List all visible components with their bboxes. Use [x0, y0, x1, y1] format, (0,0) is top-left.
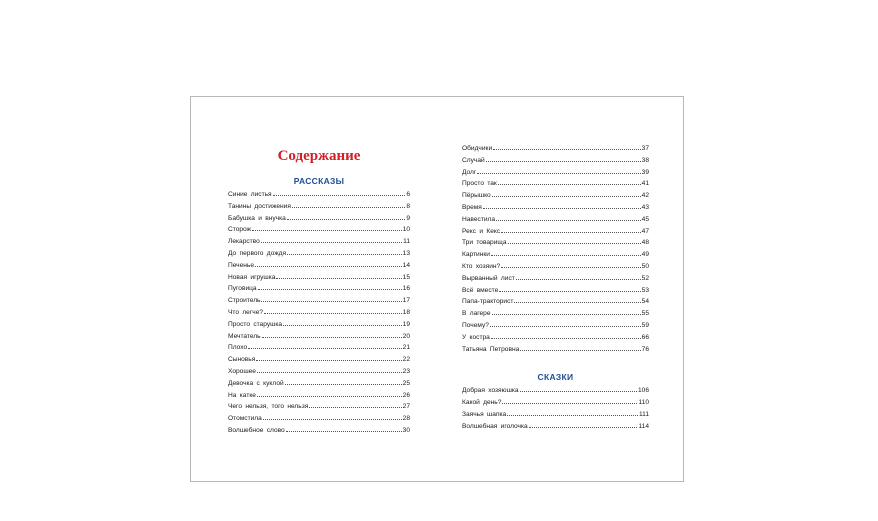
dot-leader: [257, 389, 402, 397]
dot-leader: [309, 400, 401, 408]
toc-entry-page-number: 26: [402, 391, 410, 399]
toc-entry-title: Танины достижения: [228, 202, 291, 210]
toc-entry-title: Волшебная иголочка: [462, 422, 528, 430]
toc-entry-title: Просто старушка: [228, 320, 283, 328]
toc-entry-title: Хорошее: [228, 367, 256, 375]
dot-leader: [507, 408, 638, 416]
toc-entry-title: Чего нельзя, того нельзя: [228, 403, 309, 411]
dot-leader: [496, 213, 641, 221]
dot-leader: [261, 235, 402, 243]
toc-entry: [462, 201, 649, 213]
toc-entry: [462, 396, 649, 408]
toc-entry-page-number: 28: [402, 415, 410, 423]
document-page: [190, 96, 684, 482]
toc-entry: [462, 248, 649, 260]
toc-entry-title: Случай: [462, 156, 485, 164]
toc-entry-title: Волшебное слово: [228, 426, 285, 434]
toc-entry-page-number: 47: [641, 227, 649, 235]
toc-entry-page-number: 16: [402, 285, 410, 293]
toc-entry-page-number: 76: [641, 345, 649, 353]
dot-leader: [499, 284, 640, 292]
toc-entry-title: Просто так: [462, 180, 497, 188]
toc-entry: [462, 408, 649, 420]
toc-entry-title: Синие листья: [228, 191, 272, 198]
toc-entry-page-number: 39: [641, 168, 649, 176]
toc-entry: [228, 223, 410, 235]
toc-entry: [228, 365, 410, 377]
dot-leader: [257, 365, 402, 373]
toc-entry-title: У костра: [462, 333, 490, 341]
toc-entry-page-number: 6: [406, 191, 410, 198]
dot-leader: [276, 271, 401, 279]
toc-entry-page-number: 114: [638, 422, 649, 430]
dot-leader: [520, 343, 640, 351]
toc-entry: [462, 154, 649, 166]
toc-entry-page-number: 48: [641, 239, 649, 247]
toc-entry-title: Навестила: [462, 215, 496, 223]
dot-leader: [493, 142, 641, 150]
dot-leader: [501, 260, 640, 268]
toc-entry-title: Мечтатель: [228, 332, 261, 340]
dot-leader: [498, 177, 641, 185]
toc-entry-title: Сторож: [228, 226, 252, 234]
toc-entry-page-number: 25: [402, 379, 410, 387]
toc-entry-page-number: 37: [641, 145, 649, 152]
toc-entry-page-number: 52: [641, 274, 649, 282]
dot-leader: [292, 200, 405, 208]
dot-leader: [258, 282, 402, 290]
toc-entry: [462, 343, 649, 355]
toc-entry: [228, 412, 410, 424]
toc-entry-title: Кто хозяин?: [462, 262, 501, 270]
toc-entry-page-number: 11: [403, 238, 410, 246]
toc-entry-title: Обидчики: [462, 145, 493, 152]
toc-entry-page-number: 59: [641, 321, 649, 329]
toc-entry: [228, 306, 410, 318]
toc-entry-page-number: 9: [406, 214, 410, 222]
dot-leader: [477, 166, 640, 174]
dot-leader: [262, 330, 402, 338]
toc-entry: [462, 284, 649, 296]
toc-entry-title: В лагере: [462, 310, 491, 318]
toc-entry-title: Какой день?: [462, 399, 502, 407]
toc-entry: [228, 200, 410, 212]
toc-entry-title: Заячья шапка: [462, 410, 507, 418]
toc-entry: [462, 272, 649, 284]
dot-leader: [491, 331, 641, 339]
toc-entry-page-number: 18: [402, 308, 410, 316]
dot-leader: [286, 424, 402, 432]
toc-entry: [228, 271, 410, 283]
toc-entry-title: Татьяна Петровна: [462, 345, 520, 353]
toc-entry: [228, 235, 410, 247]
toc-entry: [228, 259, 410, 271]
dot-leader: [508, 236, 641, 244]
toc-entry-title: Плохо: [228, 344, 248, 352]
toc-entry: [462, 189, 649, 201]
toc-entry-page-number: 15: [402, 273, 410, 281]
dot-leader: [483, 201, 641, 209]
toc-entry: [462, 213, 649, 225]
toc-entry-page-number: 54: [641, 298, 649, 306]
right-column: [462, 142, 649, 432]
toc-entry: [228, 330, 410, 342]
dot-leader: [285, 377, 402, 385]
toc-entry-page-number: 21: [402, 344, 410, 352]
dot-leader: [502, 396, 637, 404]
dot-leader: [248, 341, 402, 349]
page-title: Содержание: [277, 148, 361, 164]
toc-entry-page-number: 49: [641, 251, 649, 259]
dot-leader: [252, 223, 402, 231]
toc-entry: [462, 384, 649, 396]
toc-entry-title: Папа-тракторист: [462, 298, 514, 306]
dot-leader: [283, 318, 402, 326]
toc-entry-page-number: 45: [641, 215, 649, 223]
dot-leader: [490, 319, 641, 327]
dot-leader: [264, 306, 402, 314]
toc-entry-page-number: 30: [402, 426, 410, 434]
toc-entry: [228, 353, 410, 365]
toc-entry-title: Картинки: [462, 251, 490, 259]
dot-leader: [520, 384, 637, 392]
toc-entry: [462, 260, 649, 272]
toc-entry-title: Лекарство: [228, 238, 260, 246]
toc-entry-page-number: 66: [641, 333, 649, 341]
left-column: [228, 142, 410, 436]
toc-list-tales: [462, 384, 649, 431]
dot-leader: [256, 353, 401, 361]
toc-entry-title: Три товарища: [462, 239, 507, 247]
toc-list-stories-continued: [462, 142, 649, 354]
toc-entry: [462, 295, 649, 307]
dot-leader: [255, 259, 402, 267]
toc-entry-page-number: 13: [402, 249, 410, 257]
toc-entry-page-number: 8: [406, 202, 410, 210]
toc-list-stories: [228, 188, 410, 436]
toc-entry-page-number: 19: [402, 320, 410, 328]
toc-entry-title: Почему?: [462, 321, 489, 329]
toc-entry: [228, 247, 410, 259]
toc-entry-title: До первого дождя: [228, 249, 287, 257]
toc-entry-title: Отомстила: [228, 415, 262, 423]
dot-leader: [492, 307, 641, 315]
toc-entry-title: Что легче?: [228, 308, 264, 316]
toc-entry-title: Печенье: [228, 261, 255, 269]
toc-entry: [462, 420, 649, 432]
toc-entry-page-number: 111: [638, 410, 649, 418]
toc-entry: [462, 319, 649, 331]
toc-entry: [462, 177, 649, 189]
toc-entry: [462, 307, 649, 319]
toc-entry-title: Долг: [462, 168, 477, 176]
toc-entry: [228, 294, 410, 306]
toc-entry-page-number: 38: [641, 156, 649, 164]
toc-entry-title: Пёрышко: [462, 192, 491, 200]
toc-entry: [228, 341, 410, 353]
toc-entry: [462, 142, 649, 154]
section-heading-stories: РАССКАЗЫ: [293, 176, 345, 186]
toc-entry-title: Вырванный лист: [462, 274, 515, 282]
dot-leader: [529, 420, 638, 428]
toc-entry-title: Строитель: [228, 297, 261, 305]
toc-entry-page-number: 20: [402, 332, 410, 340]
toc-entry: [228, 389, 410, 401]
toc-entry-title: Новая игрушка: [228, 273, 276, 281]
dot-leader: [501, 225, 641, 233]
toc-entry-title: Девочка с куклой: [228, 379, 284, 387]
dot-leader: [514, 295, 640, 303]
toc-entry: [462, 236, 649, 248]
toc-entry-page-number: 14: [402, 261, 410, 269]
toc-entry: [228, 282, 410, 294]
toc-entry: [462, 166, 649, 178]
toc-entry-title: Бабушка и внучка: [228, 214, 286, 222]
dot-leader: [261, 294, 401, 302]
toc-entry: [228, 424, 410, 436]
toc-entry: [228, 377, 410, 389]
toc-entry-page-number: 43: [641, 203, 649, 211]
toc-entry-title: Сыновья: [228, 356, 256, 364]
toc-entry-page-number: 17: [402, 297, 410, 305]
toc-entry-title: Рекс и Кекс: [462, 227, 501, 235]
toc-entry-title: Время: [462, 203, 482, 211]
toc-entry-page-number: 53: [641, 286, 649, 294]
dot-leader: [491, 248, 641, 256]
toc-entry: [228, 212, 410, 224]
toc-entry-page-number: 10: [402, 226, 410, 234]
toc-entry: [462, 225, 649, 237]
toc-entry-page-number: 42: [641, 192, 649, 200]
toc-entry: [228, 318, 410, 330]
toc-entry-title: На катке: [228, 391, 256, 399]
section-heading-tales: СКАЗКИ: [537, 372, 574, 383]
dot-leader: [273, 188, 406, 196]
dot-leader: [287, 212, 405, 220]
toc-entry-page-number: 27: [402, 403, 410, 411]
dot-leader: [287, 247, 402, 255]
toc-entry-page-number: 41: [641, 180, 649, 188]
dot-leader: [492, 189, 641, 197]
toc-entry: [462, 331, 649, 343]
toc-entry: [228, 400, 410, 412]
toc-entry-page-number: 23: [402, 367, 410, 375]
toc-entry-title: Добрая хозяюшка: [462, 387, 519, 395]
toc-entry-title: Всё вместе: [462, 286, 499, 294]
toc-entry-page-number: 22: [402, 356, 410, 364]
toc-entry-page-number: 106: [637, 387, 649, 395]
toc-entry: [228, 188, 410, 200]
toc-entry-page-number: 110: [638, 399, 649, 407]
toc-entry-title: Пуговица: [228, 285, 257, 293]
toc-entry-page-number: 55: [641, 310, 649, 318]
dot-leader: [486, 154, 641, 162]
dot-leader: [516, 272, 641, 280]
toc-entry-page-number: 50: [641, 262, 649, 270]
dot-leader: [263, 412, 402, 420]
